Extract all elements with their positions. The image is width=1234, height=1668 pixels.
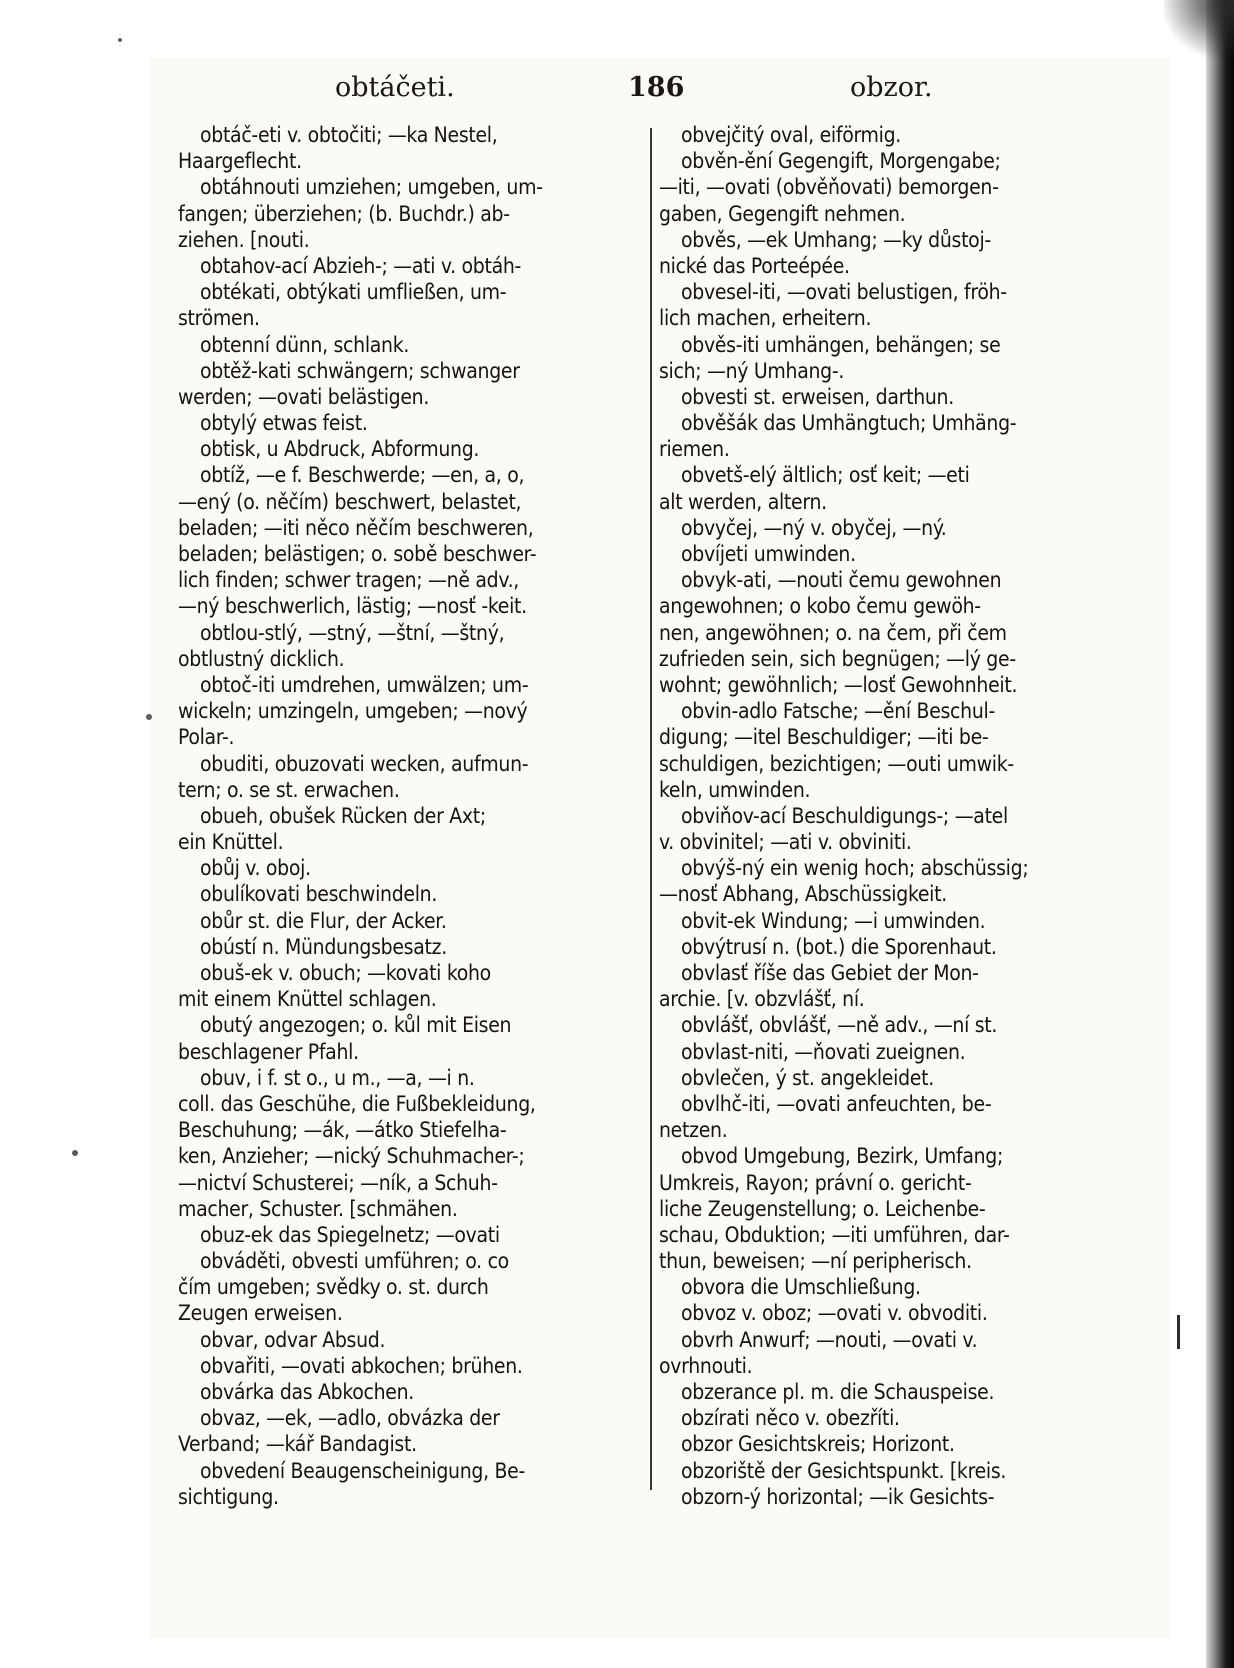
dictionary-line: strömen. [178, 306, 260, 331]
dictionary-line: —ený (o. něčím) beschwert, belastet, [178, 489, 522, 514]
dictionary-line: obvar, odvar Absud. [200, 1327, 386, 1352]
dictionary-line: obvod Umgebung, Bezirk, Umfang; [681, 1144, 1004, 1169]
dictionary-line: obvora die Umschließung. [681, 1275, 921, 1300]
dictionary-line: obuv, i f. st o., u m., —a, —i n. [200, 1065, 475, 1090]
dictionary-line: Beschuhung; —ák, —átko Stiefelha- [178, 1118, 507, 1143]
dictionary-line: obtáhnouti umziehen; umgeben, um- [200, 175, 543, 200]
dictionary-line: netzen. [659, 1118, 728, 1143]
dictionary-line: obtékati, obtýkati umfließen, um- [200, 280, 507, 305]
margin-dot [146, 714, 152, 720]
dictionary-line: lich machen, erheitern. [659, 306, 872, 331]
dictionary-line: zufrieden sein, sich begnügen; —lý ge- [659, 646, 1016, 671]
dictionary-line: obvlečen, ý st. angekleidet. [681, 1065, 934, 1090]
dictionary-line: obůr st. die Flur, der Acker. [200, 908, 447, 933]
dictionary-line: obvyčej, —ný v. obyčej, —ný. [681, 515, 947, 540]
dictionary-line: obtisk, u Abdruck, Abformung. [200, 437, 480, 462]
dictionary-line: čím umgeben; svědky o. st. durch [178, 1275, 489, 1300]
dictionary-line: obviňov-ací Beschuldigungs-; —atel [681, 803, 1008, 828]
dictionary-line: obzírati něco v. obezříti. [681, 1406, 900, 1431]
dictionary-line: obtlustný dicklich. [178, 646, 345, 671]
dictionary-line: obutý angezogen; o. kůl mit Eisen [200, 1013, 512, 1038]
dictionary-line: obzoriště der Gesichtspunkt. [kreis. [681, 1458, 1007, 1483]
dictionary-line: obuš-ek v. obuch; —kovati koho [200, 961, 491, 985]
dictionary-line: obvaz, —ek, —adlo, obvázka der [200, 1406, 500, 1431]
dictionary-line: gaben, Gegengift nehmen. [659, 201, 906, 226]
dictionary-line: obtoč-iti umdrehen, umwälzen; um- [200, 672, 529, 697]
dictionary-line: werden; —ovati belästigen. [178, 384, 430, 409]
dictionary-line: obueh, obušek Rücken der Axt; [200, 803, 486, 828]
dictionary-line: obvlhč-iti, —ovati anfeuchten, be- [681, 1091, 992, 1116]
dictionary-line: obvárka das Abkochen. [200, 1380, 414, 1404]
corner-shadow [1164, 0, 1234, 60]
dictionary-line: obvesel-iti, —ovati belustigen, fröh- [681, 280, 1007, 305]
dictionary-line: sichtigung. [178, 1484, 279, 1509]
dictionary-line: obvrh Anwurf; —nouti, —ovati v. [681, 1327, 978, 1352]
dictionary-line: nické das Porteépée. [659, 253, 850, 278]
dictionary-line: —ný beschwerlich, lästig; —nosť -keit. [178, 594, 527, 619]
margin-mark [1177, 1315, 1180, 1349]
dictionary-line: beschlagener Pfahl. [178, 1039, 359, 1064]
dictionary-line: obtylý etwas feist. [200, 411, 368, 436]
dictionary-line: obzerance pl. m. die Schauspeise. [681, 1380, 995, 1404]
dictionary-line: obvěn-ění Gegengift, Morgengabe; [681, 149, 1001, 174]
dictionary-line: obtáč-eti v. obtočiti; —ka Nestel, [200, 123, 498, 147]
dictionary-line: obvlast-niti, —ňovati zueignen. [681, 1039, 966, 1064]
dictionary-line: obtahov-ací Abzieh-; —ati v. obtáh- [200, 253, 522, 278]
dictionary-line: obváděti, obvesti umführen; o. co [200, 1249, 509, 1274]
dictionary-line: beladen; belästigen; o. sobě beschwer- [178, 542, 537, 566]
dictionary-line: Verband; —kář Bandagist. [178, 1432, 417, 1457]
dictionary-line: obtěž-kati schwängern; schwanger [200, 358, 520, 383]
dictionary-line: lich finden; schwer tragen; —ně adv., [178, 568, 519, 593]
dictionary-line: schau, Obduktion; —iti umführen, dar- [659, 1222, 1010, 1247]
dictionary-line: obvesti st. erweisen, darthun. [681, 384, 954, 409]
dictionary-line: obvedení Beaugenscheinigung, Be- [200, 1458, 526, 1483]
page-number: 186 [628, 72, 685, 103]
dictionary-line: obvěšák das Umhängtuch; Umhäng- [681, 411, 1017, 436]
dictionary-line: obtlou-stlý, —stný, —štní, —štný, [200, 620, 505, 645]
dictionary-line: ziehen. [nouti. [178, 227, 310, 252]
dictionary-line: Umkreis, Rayon; právní o. gericht- [659, 1170, 972, 1195]
dictionary-line: thun, beweisen; —ní peripherisch. [659, 1249, 972, 1274]
dictionary-line: obůj v. oboj. [200, 856, 311, 881]
dictionary-line: obvit-ek Windung; —i umwinden. [681, 908, 986, 933]
dictionary-line: sich; —ný Umhang-. [659, 358, 845, 383]
dictionary-line: mit einem Knüttel schlagen. [178, 987, 437, 1012]
dictionary-line: riemen. [659, 437, 730, 462]
margin-dot [118, 38, 122, 42]
column-divider [650, 128, 652, 1490]
dictionary-line: beladen; —iti něco něčím beschweren, [178, 515, 534, 540]
header-left-guideword: obtáčeti. [335, 72, 455, 103]
page-header [150, 72, 1170, 116]
dictionary-line: tern; o. se st. erwachen. [178, 777, 400, 802]
dictionary-line: —nictví Schusterei; —ník, a Schuh- [178, 1170, 498, 1195]
dictionary-line: ovrhnouti. [659, 1353, 753, 1378]
dictionary-line: macher, Schuster. [schmähen. [178, 1196, 458, 1221]
dictionary-line: obvoz v. oboz; —ovati v. obvoditi. [681, 1301, 988, 1326]
dictionary-line: —iti, —ovati (obvěňovati) bemorgen- [659, 175, 999, 200]
dictionary-line: digung; —itel Beschuldiger; —iti be- [659, 725, 989, 750]
dictionary-line: obzorn-ý horizontal; —ik Gesichts- [681, 1484, 995, 1509]
dictionary-line: archie. [v. obzvlášť, ní. [659, 987, 865, 1012]
dictionary-line: obvíjeti umwinden. [681, 542, 856, 566]
header-right-guideword: obzor. [850, 72, 933, 103]
dictionary-line: coll. das Geschühe, die Fußbekleidung, [178, 1091, 536, 1116]
dictionary-line: ein Knüttel. [178, 830, 284, 855]
dictionary-line: obvejčitý oval, eiförmig. [681, 123, 902, 147]
dictionary-line: obvlášť, obvlášť, —ně adv., —ní st. [681, 1013, 998, 1038]
dictionary-line: Haargeflecht. [178, 149, 302, 174]
dictionary-line: obvetš-elý ältlich; osť keit; —eti [681, 463, 970, 488]
right-column [659, 122, 1133, 1510]
dictionary-line: obvařiti, —ovati abkochen; brühen. [200, 1353, 523, 1378]
dictionary-line: obvlasť říše das Gebiet der Mon- [681, 961, 979, 985]
dictionary-line: obvěs-iti umhängen, behängen; se [681, 332, 1001, 357]
dictionary-line: obústí n. Mündungsbesatz. [200, 934, 447, 959]
dictionary-line: obzor Gesichtskreis; Horizont. [681, 1432, 955, 1457]
dictionary-line: liche Zeugenstellung; o. Leichenbe- [659, 1196, 986, 1221]
dictionary-line: angewohnen; o kobo čemu gewöh- [659, 594, 981, 619]
dictionary-line: obvýš-ný ein wenig hoch; abschüssig; [681, 856, 1029, 881]
dictionary-line: obuditi, obuzovati wecken, aufmun- [200, 751, 529, 776]
dictionary-line: obuz-ek das Spiegelnetz; —ovati [200, 1222, 500, 1247]
dictionary-line: nen, angewöhnen; o. na čem, při čem [659, 620, 1007, 645]
dictionary-line: obvěs, —ek Umhang; —ky důstoj- [681, 227, 991, 252]
dictionary-line: Polar-. [178, 725, 235, 750]
dictionary-line: —nosť Abhang, Abschüssigkeit. [659, 882, 947, 907]
dictionary-line: obvyk-ati, —nouti čemu gewohnen [681, 568, 1002, 593]
margin-dot [72, 1150, 78, 1156]
dictionary-line: obtíž, —e f. Beschwerde; —en, a, o, [200, 463, 525, 488]
dictionary-line: fangen; überziehen; (b. Buchdr.) ab- [178, 201, 510, 226]
dictionary-line: obulíkovati beschwindeln. [200, 882, 438, 907]
dictionary-line: obvýtrusí n. (bot.) die Sporenhaut. [681, 934, 997, 959]
dictionary-line: alt werden, altern. [659, 489, 827, 514]
dictionary-line: keln, umwinden. [659, 777, 811, 802]
dictionary-line: obtenní dünn, schlank. [200, 332, 410, 357]
dictionary-line: schuldigen, bezichtigen; —outi umwik- [659, 751, 1014, 776]
dictionary-line: v. obvinitel; —ati v. obviniti. [659, 830, 912, 855]
dictionary-line: wickeln; umzingeln, umgeben; —nový [178, 699, 528, 724]
dictionary-line: Zeugen erweisen. [178, 1301, 343, 1326]
left-column [178, 122, 642, 1510]
dictionary-line: ken, Anzieher; —nický Schuhmacher-; [178, 1144, 525, 1169]
dictionary-line: obvin-adlo Fatsche; —ění Beschul- [681, 699, 995, 724]
page-edge-shadow [1206, 0, 1234, 1668]
dictionary-line: wohnt; gewöhnlich; —losť Gewohnheit. [659, 672, 1018, 697]
